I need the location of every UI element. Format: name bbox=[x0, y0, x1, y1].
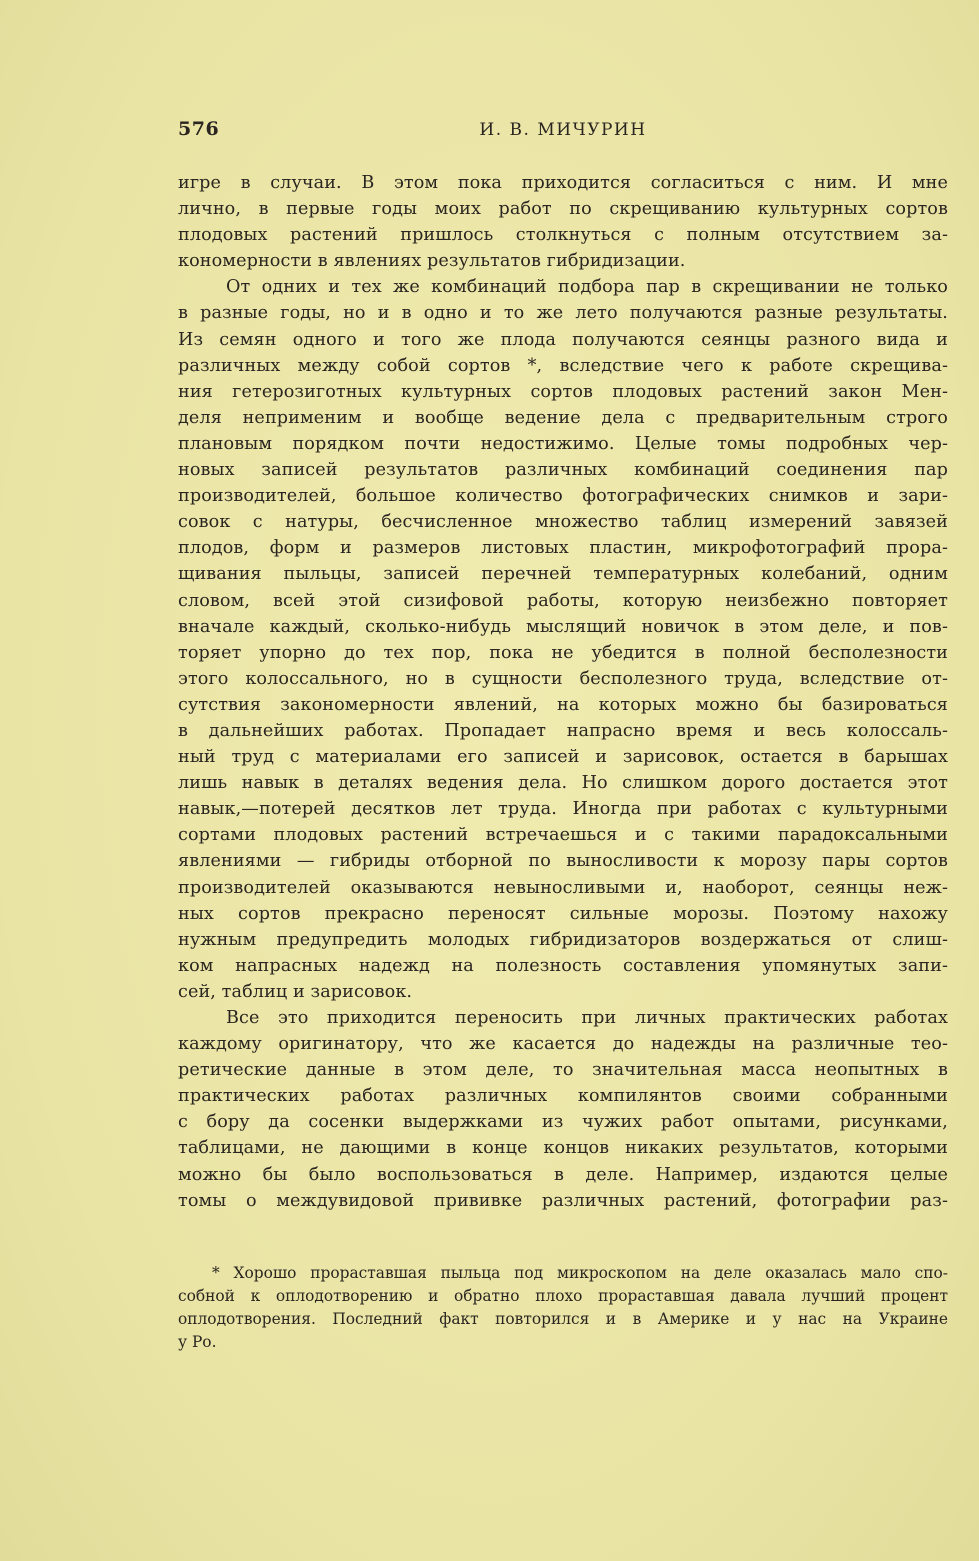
text-line: нужным предупредить молодых гибридизаторов воздержаться от слиш- bbox=[178, 929, 948, 950]
text-line: От одних и тех же комбинаций подбора пар в скрещивании не только bbox=[226, 277, 948, 298]
footnote-line: * Хорошо прораставшая пыльца под микроскопом на деле оказалась мало спо- bbox=[212, 1264, 948, 1282]
text-line: игре в случаи. В этом пока приходится согласиться с ним. И мне bbox=[178, 173, 948, 193]
text-line: каждому оригинатору, что же касается до надежды на различные тео- bbox=[178, 1034, 948, 1055]
footnote-line: у Ро. bbox=[178, 1333, 217, 1351]
page-number: 576 bbox=[178, 118, 220, 140]
text-line: Все это приходится переносить при личных практических работах bbox=[226, 1008, 948, 1028]
text-line: сей, таблиц и зарисовок. bbox=[178, 981, 413, 1002]
text-line: производителей, большое количество фотографических снимков и зари- bbox=[178, 486, 948, 507]
text-line: этого колоссального, но в сущности бесполезного труда, вследствие от- bbox=[178, 668, 948, 689]
running-title: И. В. МИЧУРИН bbox=[479, 120, 647, 140]
text-line: Из семян одного и того же плода получаются сеянцы разного вида и bbox=[178, 329, 948, 350]
text-line: кономерности в явлениях результатов гибридизации. bbox=[178, 251, 686, 272]
paragraph bbox=[178, 1005, 948, 1214]
text-line: ком напрасных надежд на полезность составления упомянутых запи- bbox=[178, 955, 948, 976]
paragraph bbox=[178, 170, 948, 274]
text-line: можно бы было воспользоваться в деле. Например, издаются целые bbox=[178, 1164, 948, 1185]
text-line: лишь навык в деталях ведения дела. Но слишком дорого достается этот bbox=[178, 773, 948, 794]
text-line: производителей оказываются невыносливыми и, наоборот, сеянцы неж- bbox=[178, 877, 948, 898]
text-line: деля неприменим и вообще ведение дела с предварительным строго bbox=[178, 407, 948, 428]
text-line: ретические данные в этом деле, то значительная масса неопытных в bbox=[178, 1060, 948, 1081]
text-line: сутствия закономерности явлений, на которых можно бы базироваться bbox=[178, 694, 948, 715]
paragraph bbox=[178, 274, 948, 1005]
text-line: лично, в первые годы моих работ по скрещиванию культурных сортов bbox=[178, 199, 948, 220]
text-line: томы о междувидовой прививке различных растений, фотографии раз- bbox=[178, 1190, 948, 1211]
text-line: явлениями — гибриды отборной по выносливости к морозу пары сортов bbox=[178, 851, 948, 872]
text-line: словом, всей этой сизифовой работы, которую неизбежно повторяет bbox=[178, 590, 948, 611]
text-line: сортами плодовых растений встречаешься и с такими парадоксальными bbox=[178, 825, 948, 846]
text-line: плодовых растений пришлось столкнуться с полным отсутствием за- bbox=[178, 225, 948, 246]
text-line: плановым порядком почти недостижимо. Целые томы подробных чер- bbox=[178, 433, 948, 454]
page-header bbox=[178, 118, 948, 148]
text-line: новых записей результатов различных комбинаций соединения пар bbox=[178, 460, 948, 481]
text-line: различных между собой сортов *, вследствие чего к работе скрещива- bbox=[178, 355, 948, 376]
text-line: навык,—потерей десятков лет труда. Иногда при работах с культурными bbox=[178, 799, 948, 820]
footnote-line: оплодотворения. Последний факт повторился и в Америке и у нас на Украине bbox=[178, 1310, 948, 1328]
body-text bbox=[178, 170, 948, 1214]
text-line: таблицами, не дающими в конце концов никаких результатов, которыми bbox=[178, 1138, 948, 1159]
text-line: практических работах различных компилянтов своими собранными bbox=[178, 1086, 948, 1107]
text-line: совок с натуры, бесчисленное множество таблиц измерений завязей bbox=[178, 512, 948, 533]
text-line: в разные годы, но и в одно и то же лето получаются разные результаты. bbox=[178, 303, 948, 324]
footnote-line: собной к оплодотворению и обратно плохо прораставшая давала лучший процент bbox=[178, 1287, 948, 1305]
text-line: ных сортов прекрасно переносят сильные морозы. Поэтому нахожу bbox=[178, 903, 948, 924]
text-line: ния гетерозиготных культурных сортов плодовых растений закон Мен- bbox=[178, 381, 948, 402]
text-line: торяет упорно до тех пор, пока не убедится в полной бесполезности bbox=[178, 642, 948, 663]
text-line: щивания пыльцы, записей перечней температурных колебаний, одним bbox=[178, 564, 948, 585]
footnote bbox=[178, 1262, 948, 1354]
text-line: ный труд с материалами его записей и зарисовок, остается в барышах bbox=[178, 747, 948, 768]
text-line: плодов, форм и размеров листовых пластин, микрофотографий прора- bbox=[178, 538, 948, 559]
text-line: в дальнейших работах. Пропадает напрасно время и весь колоссаль- bbox=[178, 720, 948, 741]
text-line: вначале каждый, сколько-нибудь мыслящий новичок в этом деле, и пов- bbox=[178, 616, 948, 637]
text-line: с бору да сосенки выдержками из чужих работ опытами, рисунками, bbox=[178, 1112, 948, 1133]
